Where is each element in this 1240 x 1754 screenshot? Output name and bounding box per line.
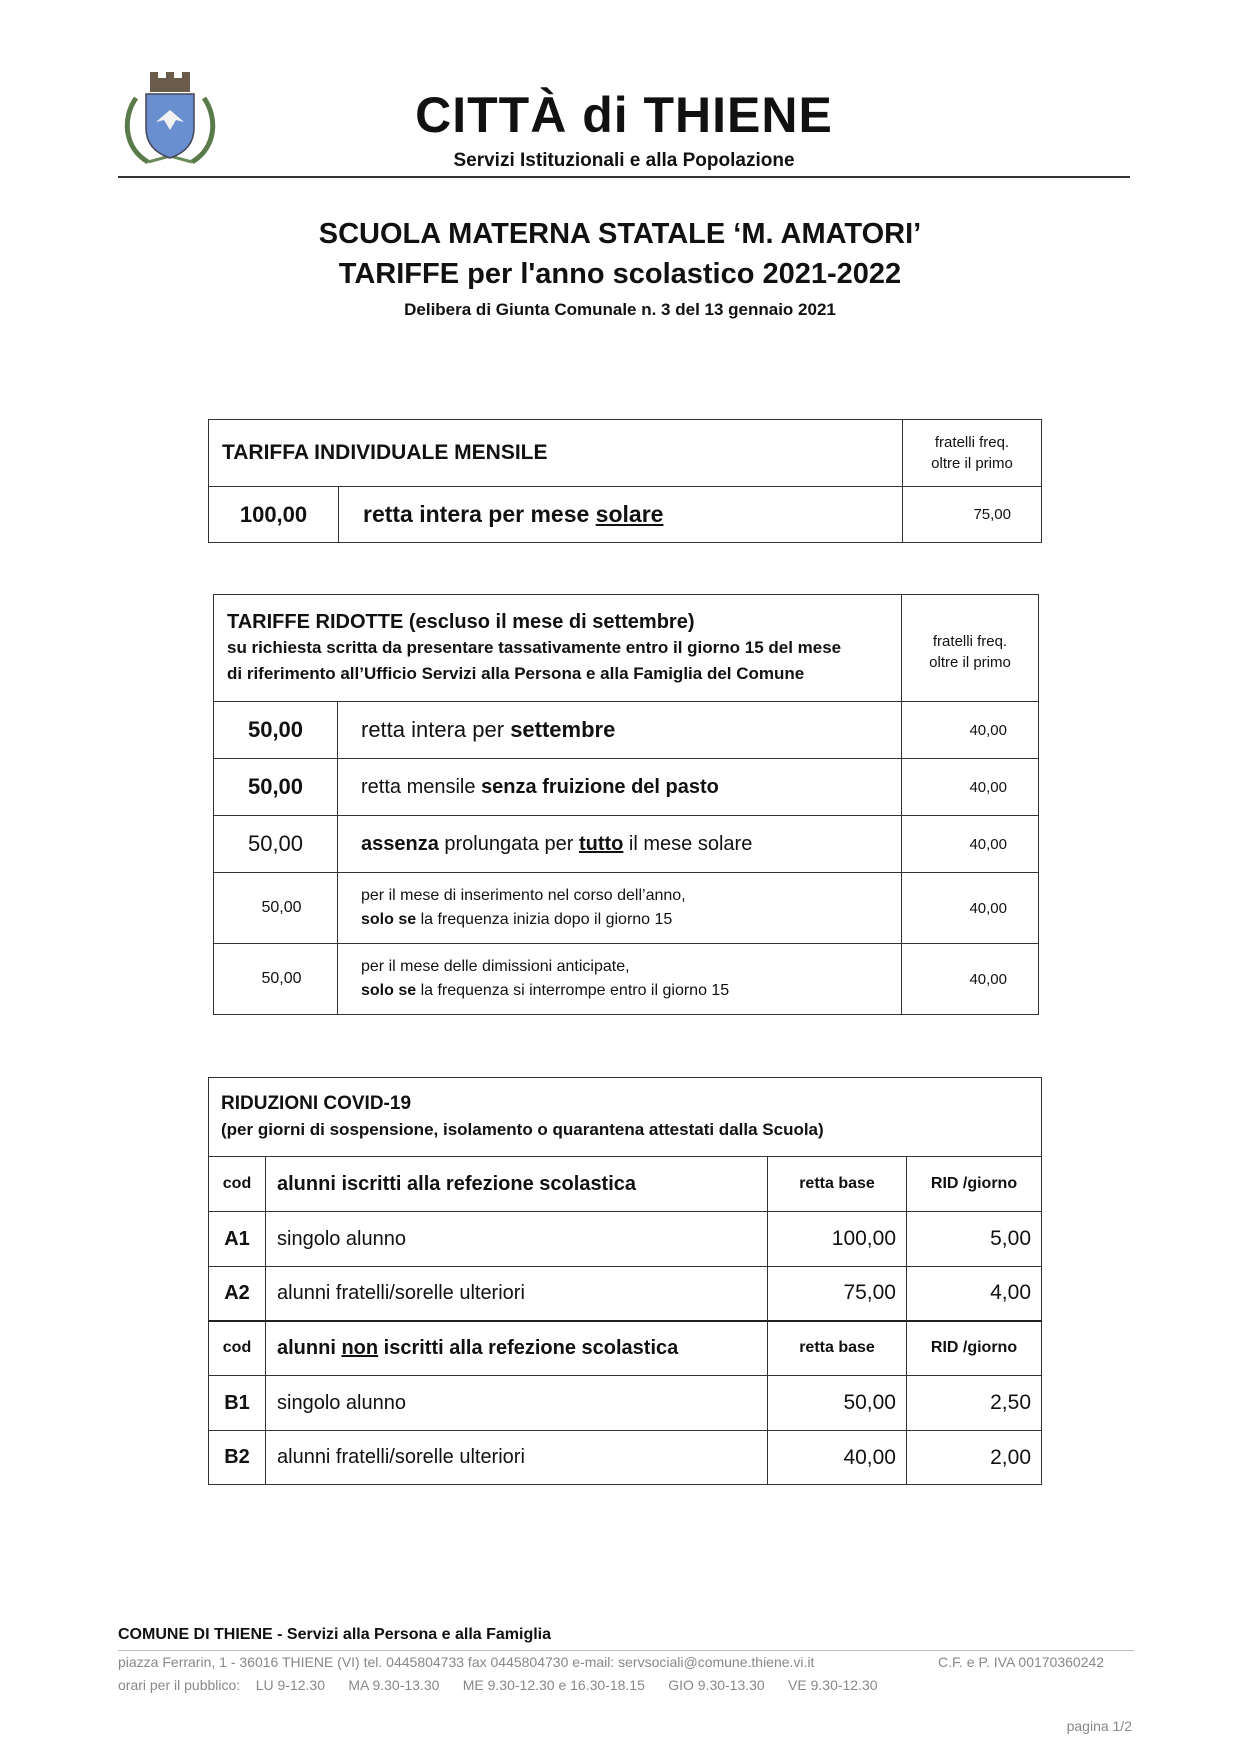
- row-base-fee: 40,00: [768, 1431, 907, 1485]
- fee-description: per il mese delle dimissioni anticipate, solo se la frequenza si interrompe entro il giorno 15: [338, 944, 902, 1015]
- footer-hours: orari per il pubblico: LU 9-12.30 MA 9.30-13.30 ME 9.30-12.30 e 16.30-18.15 GIO 9.30-13.30 VE 9.30-12.30: [118, 1677, 878, 1693]
- document-title: SCUOLA MATERNA STATALE ‘M. AMATORI’: [318, 218, 922, 250]
- column-header-cod: cod: [209, 1157, 266, 1212]
- row-description: alunni fratelli/sorelle ulteriori: [266, 1431, 768, 1485]
- row-daily-reduction: 4,00: [907, 1267, 1042, 1321]
- siblings-fee: 40,00: [902, 816, 1039, 873]
- reduced-fee-heading: TARIFFE RIDOTTE (escluso il mese di settembre) su richiesta scritta da presentare tassativamente entro il giorno 15 del mese di riferimento all’Ufficio Servizi alla Persona e alla Famiglia del Comune: [214, 595, 902, 702]
- siblings-fee: 40,00: [902, 702, 1039, 759]
- footer-divider: [118, 1650, 1134, 1651]
- column-header-cod: cod: [209, 1321, 266, 1376]
- column-header-daily-reduction: RID /giorno: [907, 1157, 1042, 1212]
- row-daily-reduction: 2,00: [907, 1431, 1042, 1485]
- page-header: [118, 60, 1130, 178]
- siblings-fee: 75,00: [903, 487, 1042, 543]
- fee-amount: 50,00: [214, 702, 338, 759]
- fee-amount: 50,00: [214, 759, 338, 816]
- individual-fee-heading: TARIFFA INDIVIDUALE MENSILE: [209, 420, 903, 487]
- row-daily-reduction: 2,50: [907, 1376, 1042, 1431]
- fee-amount: 50,00: [214, 873, 338, 944]
- column-header-not-enrolled: alunni non iscritti alla refezione scolastica: [266, 1321, 768, 1376]
- page-number: pagina 1/2: [1066, 1718, 1132, 1734]
- reduced-fee-table: [213, 594, 1039, 1015]
- fee-description: retta intera per mese solare: [339, 487, 903, 543]
- footer-address-line: [118, 1654, 1105, 1670]
- footer-vat: C.F. e P. IVA 00170360242: [938, 1654, 1105, 1670]
- row-code: A2: [209, 1267, 266, 1321]
- fee-amount: 50,00: [214, 944, 338, 1015]
- footer-address: piazza Ferrarin, 1 - 36016 THIENE (VI) tel. 0445804733 fax 0445804730 e-mail: servsociali@comune.thiene.vi.it: [118, 1654, 815, 1670]
- row-code: A1: [209, 1212, 266, 1267]
- row-description: alunni fratelli/sorelle ulteriori: [266, 1267, 768, 1321]
- footer-title: COMUNE DI THIENE - Servizi alla Persona e alla Famiglia: [118, 1626, 552, 1643]
- row-description: singolo alunno: [266, 1376, 768, 1431]
- decree-reference: Delibera di Giunta Comunale n. 3 del 13 gennaio 2021: [404, 300, 836, 319]
- fee-amount: 50,00: [214, 816, 338, 873]
- fee-description: assenza prolungata per tutto il mese solare: [338, 816, 902, 873]
- row-description: singolo alunno: [266, 1212, 768, 1267]
- document-subtitle: TARIFFE per l'anno scolastico 2021-2022: [338, 258, 902, 290]
- city-title: CITTÀ di THIENE: [415, 87, 833, 143]
- column-header-base-fee: retta base: [768, 1321, 907, 1376]
- row-base-fee: 50,00: [768, 1376, 907, 1431]
- column-header-base-fee: retta base: [768, 1157, 907, 1212]
- covid-reductions-table: [208, 1077, 1042, 1485]
- header-divider: [118, 176, 1130, 178]
- siblings-column-header: fratelli freq. oltre il primo: [902, 595, 1039, 702]
- fee-description: retta mensile senza fruizione del pasto: [338, 759, 902, 816]
- row-daily-reduction: 5,00: [907, 1212, 1042, 1267]
- siblings-fee: 40,00: [902, 944, 1039, 1015]
- siblings-column-header: fratelli freq. oltre il primo: [903, 420, 1042, 487]
- column-header-daily-reduction: RID /giorno: [907, 1321, 1042, 1376]
- individual-fee-table: [208, 419, 1042, 543]
- row-code: B2: [209, 1431, 266, 1485]
- row-code: B1: [209, 1376, 266, 1431]
- row-base-fee: 100,00: [768, 1212, 907, 1267]
- fee-amount: 100,00: [209, 487, 339, 543]
- siblings-fee: 40,00: [902, 873, 1039, 944]
- row-base-fee: 75,00: [768, 1267, 907, 1321]
- fee-description: per il mese di inserimento nel corso dell’anno, solo se la frequenza inizia dopo il giorno 15: [338, 873, 902, 944]
- city-subtitle: Servizi Istituzionali e alla Popolazione: [453, 150, 795, 171]
- fee-description: retta intera per settembre: [338, 702, 902, 759]
- siblings-fee: 40,00: [902, 759, 1039, 816]
- covid-reductions-heading: RIDUZIONI COVID-19 (per giorni di sospensione, isolamento o quarantena attestati dalla Scuola): [209, 1078, 1042, 1157]
- column-header-enrolled: alunni iscritti alla refezione scolastica: [266, 1157, 768, 1212]
